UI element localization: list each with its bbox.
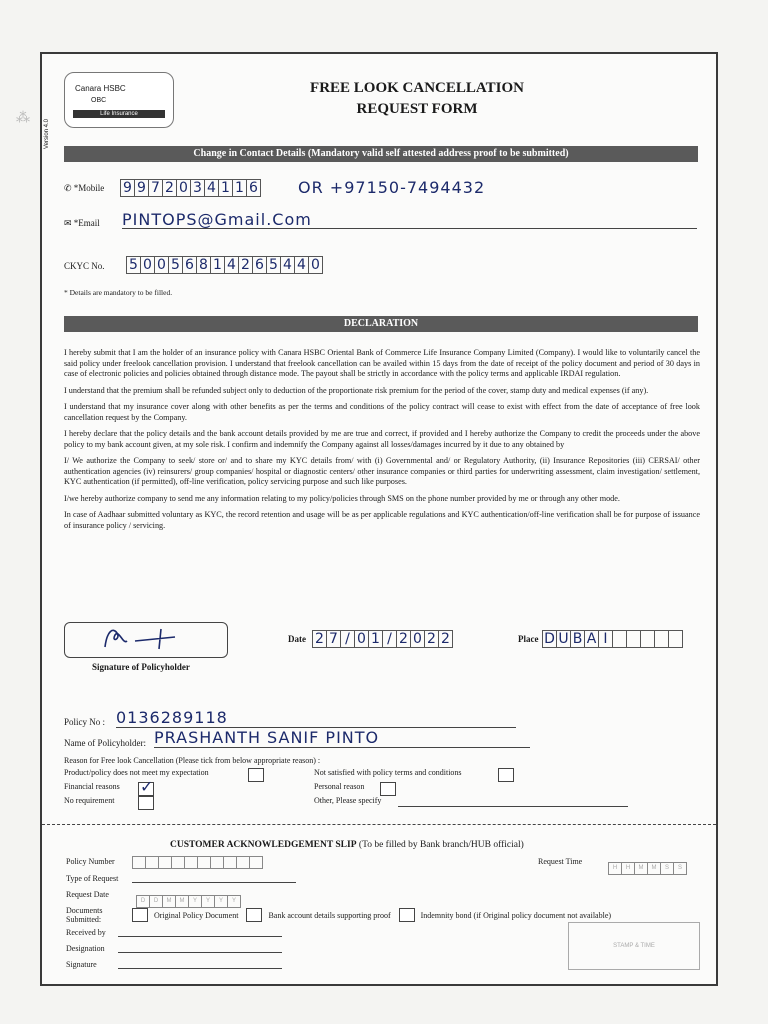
- form-page: [40, 52, 718, 986]
- ckyc-digit-box: 5: [168, 256, 183, 274]
- mobile-extra: OR +97150-7494432: [298, 178, 486, 197]
- reason-label: Reason for Free look Cancellation (Please tick from below appropriate reason) :: [64, 756, 321, 765]
- logo-line3: Life Insurance: [73, 110, 165, 118]
- request-date-box: Y: [201, 895, 215, 908]
- mobile-digit-box: 1: [232, 179, 247, 197]
- stamp-box: STAMP & TIME: [568, 922, 700, 970]
- email-value: PINTOPS@Gmail.Com: [122, 210, 312, 229]
- date-digit-box: 7: [326, 630, 341, 648]
- reason-label: Product/policy does not meet my expectation: [64, 768, 209, 777]
- email-label: *Email: [73, 218, 100, 228]
- place-letter-box: [626, 630, 641, 648]
- reason-checkbox-checked[interactable]: [138, 779, 154, 796]
- ckyc-digit-box: 0: [308, 256, 323, 274]
- request-time-label: Request Time: [538, 857, 583, 866]
- doc-options: [132, 908, 611, 922]
- received-field[interactable]: [118, 926, 282, 937]
- request-date-box: D: [149, 895, 163, 908]
- policy-no-value: 0136289118: [116, 708, 228, 727]
- mobile-digit-box: 4: [204, 179, 219, 197]
- request-time-field[interactable]: [608, 856, 686, 875]
- request-date-box: D: [136, 895, 150, 908]
- place-letter-box: [654, 630, 669, 648]
- ckyc-digit-box: 5: [126, 256, 141, 274]
- policy-no-label: Policy No :: [64, 717, 106, 727]
- cut-line: [42, 824, 716, 825]
- mobile-digit-box: 1: [218, 179, 233, 197]
- reason-item: [314, 768, 674, 782]
- place-label: Place: [518, 634, 539, 644]
- ack-policy-number-label: Policy Number: [66, 857, 115, 866]
- ckyc-digit-box: 5: [266, 256, 281, 274]
- request-date-box: M: [162, 895, 176, 908]
- email-label-row: [64, 218, 100, 229]
- reason-item: [314, 796, 674, 810]
- place-letter-box: [640, 630, 655, 648]
- mobile-digit-box: 9: [120, 179, 135, 197]
- request-date-label: Request Date: [66, 890, 109, 899]
- ckyc-digit-box: 1: [210, 256, 225, 274]
- time-box: M: [634, 862, 648, 875]
- declaration-para: I/we hereby authorize company to send me any information relating to my policy/policies through SMS on the phone number provided by me or through any other mode.: [64, 493, 620, 503]
- ckyc-digit-box: 8: [196, 256, 211, 274]
- checkmark-icon: ✓: [140, 779, 154, 796]
- name-value: PRASHANTH SANIF PINTO: [154, 728, 380, 747]
- date-digit-box: 0: [410, 630, 425, 648]
- ckyc-digit-box: 4: [294, 256, 309, 274]
- declaration-section-bar: DECLARATION: [64, 316, 698, 332]
- place-letter-box: B: [570, 630, 585, 648]
- policy-number-box: [132, 856, 146, 869]
- reason-checkbox[interactable]: [248, 768, 264, 782]
- date-digit-box: 2: [424, 630, 439, 648]
- place-letter-box: [612, 630, 627, 648]
- policy-number-box: [236, 856, 250, 869]
- documents-label: Documents Submitted:: [66, 906, 103, 924]
- place-letter-box: D: [542, 630, 557, 648]
- date-digit-box: /: [382, 630, 397, 648]
- request-date-box: M: [175, 895, 189, 908]
- designation-field[interactable]: [118, 942, 282, 953]
- doc-option-label: Bank account details supporting proof: [268, 910, 391, 920]
- ack-signature-label: Signature: [66, 960, 97, 969]
- declaration-para: I/ We authorize the Company to seek/ store or/ and to share my KYC details from/ with (i) Governmental and/ or Regulatory Authority, (ii) Insurance Repositories (iii) CERSAI/ other authentication agencies (iv) reinsurers/ group companies/ hospital or diagnostic centers/ other insurance companies or third parties for underwriting assessment, claim investigation/ settlement, KYC authentication (if permitted), off-line verification, policy servicing purpose and such like purposes.: [64, 456, 700, 486]
- designation-label: Designation: [66, 944, 105, 953]
- ckyc-digit-box: 0: [154, 256, 169, 274]
- time-box: S: [660, 862, 674, 875]
- reason-checkbox[interactable]: [138, 796, 154, 810]
- mandatory-note: * Details are mandatory to be filled.: [64, 288, 173, 297]
- ckyc-digit-box: 4: [280, 256, 295, 274]
- reasons-right: [314, 768, 674, 810]
- reason-item: [314, 782, 674, 796]
- place-field[interactable]: [542, 630, 682, 648]
- reason-checkbox[interactable]: [498, 768, 514, 782]
- policy-number-box: [158, 856, 172, 869]
- place-letter-box: A: [584, 630, 599, 648]
- ckyc-digit-box: 0: [140, 256, 155, 274]
- policy-number-box: [223, 856, 237, 869]
- request-date-field[interactable]: [136, 889, 240, 908]
- declaration-text: [64, 348, 700, 531]
- declaration-para: I hereby declare that the policy details and the bank account details provided by me are true and correct, if provided and I hereby authorize the Company to credit the proceeds under the above policy to my bank account given, at my sole risk. I confirm and indemnify the Company against all losses/damages incurred by it due to any obtained by: [64, 429, 700, 449]
- policy-number-box: [249, 856, 263, 869]
- date-field[interactable]: [312, 630, 452, 648]
- mobile-digit-box: 3: [190, 179, 205, 197]
- reason-checkbox[interactable]: [380, 782, 396, 796]
- reason-label: Financial reasons: [64, 782, 120, 791]
- version-label: Version 4.0: [44, 118, 50, 149]
- request-date-box: Y: [214, 895, 228, 908]
- contact-section-bar: Change in Contact Details (Mandatory valid self attested address proof to be submitted): [64, 146, 698, 162]
- title-line1: FREE LOOK CANCELLATION: [310, 80, 524, 96]
- doc-checkbox[interactable]: [246, 908, 262, 922]
- mobile-digit-box: 6: [246, 179, 261, 197]
- mail-icon: ✉: [64, 218, 74, 228]
- ckyc-digit-box: 6: [182, 256, 197, 274]
- received-label: Received by: [66, 928, 106, 937]
- place-letter-box: [668, 630, 683, 648]
- other-reason-field[interactable]: [398, 796, 628, 807]
- signature-field[interactable]: [64, 622, 228, 658]
- declaration-para: I understand that the premium shall be refunded subject only to deduction of the proportionate risk premium for the period of the cover, stamp duty and medical expenses (if any).: [64, 385, 649, 395]
- declaration-para: I hereby submit that I am the holder of an insurance policy with Canara HSBC Oriental Bank of Commerce Life Insurance Company Limited (Company). I would like to voluntarily cancel the said policy under freelook cancellation provision. I understand that freelook cancellation can be availed within 15 days from the date of receipt of the policy document and period of 30 days in case of electronic policies and policies obtained through distance mode. The payout shall be strictly in accordance with the policy terms and applicable IRDAI regulation.: [64, 348, 700, 378]
- date-digit-box: 2: [312, 630, 327, 648]
- mobile-digit-box: 7: [148, 179, 163, 197]
- ack-signature-field[interactable]: [118, 958, 282, 969]
- time-box: H: [621, 862, 635, 875]
- policy-number-box: [197, 856, 211, 869]
- mobile-digit-box: 0: [176, 179, 191, 197]
- ack-heading: [170, 840, 524, 850]
- time-box: H: [608, 862, 622, 875]
- reason-label: Other, Please specify: [314, 796, 382, 805]
- place-letter-box: U: [556, 630, 571, 648]
- policy-number-box: [184, 856, 198, 869]
- date-digit-box: /: [340, 630, 355, 648]
- place-letter-box: I: [598, 630, 613, 648]
- scan-mark: ⁂: [16, 111, 30, 126]
- declaration-para: In case of Aadhaar submitted voluntary as KYC, the record retention and usage will be as per applicable regulations and KYC authentication/off-line verification shall be for purpose of issuance of insurance policy / servicing.: [64, 510, 700, 530]
- type-field[interactable]: [132, 872, 296, 883]
- ckyc-digit-box: 4: [224, 256, 239, 274]
- policy-no-field[interactable]: [116, 708, 516, 728]
- date-label: Date: [288, 634, 306, 644]
- doc-option-label: Indemnity bond (if Original policy document not available): [420, 910, 612, 920]
- type-label: Type of Request: [66, 874, 119, 883]
- ack-subtitle: (To be filled by Bank branch/HUB official): [358, 840, 524, 850]
- title-line2: REQUEST FORM: [356, 101, 478, 117]
- date-digit-box: 1: [368, 630, 383, 648]
- date-digit-box: 2: [396, 630, 411, 648]
- logo-line2: OBC: [91, 97, 107, 104]
- request-date-box: Y: [227, 895, 241, 908]
- policy-number-box: [171, 856, 185, 869]
- ckyc-label: CKYC No.: [64, 261, 105, 271]
- doc-checkbox[interactable]: [132, 908, 148, 922]
- time-box: M: [647, 862, 661, 875]
- reason-label: No requirement: [64, 796, 115, 805]
- phone-icon: ✆: [64, 183, 74, 193]
- mobile-digit-box: 9: [134, 179, 149, 197]
- request-date-box: Y: [188, 895, 202, 908]
- logo-line1: Canara HSBC: [75, 84, 126, 93]
- name-label: Name of Policyholder:: [64, 738, 146, 748]
- policy-number-box: [145, 856, 159, 869]
- date-digit-box: 0: [354, 630, 369, 648]
- name-field[interactable]: [154, 728, 530, 748]
- doc-checkbox[interactable]: [399, 908, 415, 922]
- form-title: [242, 78, 592, 120]
- reason-label: Not satisfied with policy terms and conditions: [314, 768, 462, 777]
- declaration-para: I understand that my insurance cover along with other benefits as per the terms and conditions of the policy contract will cease to exist with effect from the date of acceptance of free look cancellation request by the Company.: [64, 402, 700, 422]
- policy-number-box: [210, 856, 224, 869]
- mobile-label: *Mobile: [73, 183, 105, 193]
- time-box: S: [673, 862, 687, 875]
- ack-title: CUSTOMER ACKNOWLEDGEMENT SLIP: [170, 840, 357, 850]
- reason-label: Personal reason: [314, 782, 365, 791]
- handwritten-signature: [65, 623, 225, 655]
- signature-label: Signature of Policyholder: [92, 662, 190, 672]
- doc-option-label: Original Policy Document: [154, 910, 239, 920]
- mobile-digit-box: 2: [162, 179, 177, 197]
- ckyc-digit-box: 2: [238, 256, 253, 274]
- ckyc-digit-box: 6: [252, 256, 267, 274]
- ckyc-field[interactable]: [126, 256, 322, 274]
- mobile-label-row: [64, 183, 104, 194]
- company-logo: [64, 72, 174, 128]
- mobile-field[interactable]: [120, 179, 260, 197]
- date-digit-box: 2: [438, 630, 453, 648]
- email-field[interactable]: [122, 210, 697, 229]
